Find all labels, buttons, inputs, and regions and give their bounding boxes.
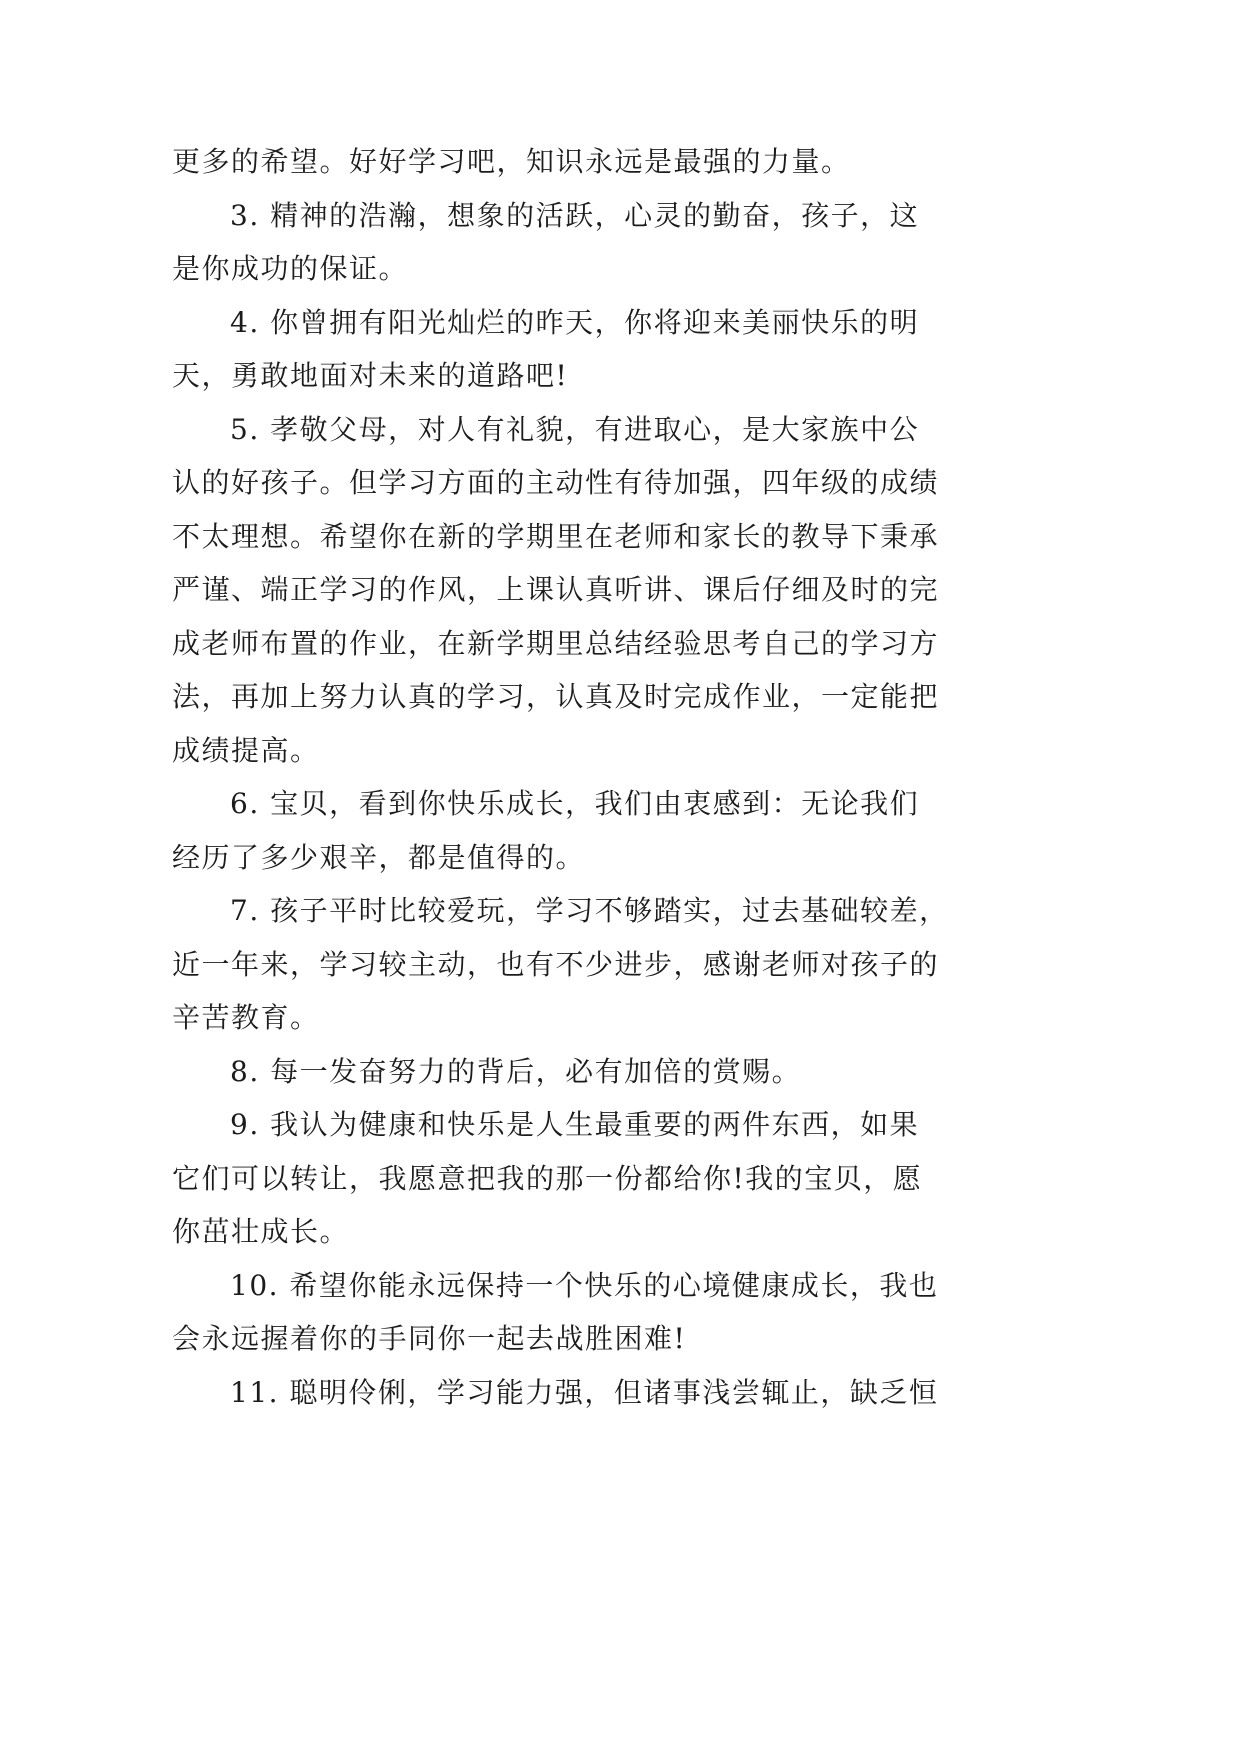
paragraph-item-11 xyxy=(172,1366,962,1420)
text-line: 6. 宝贝，看到你快乐成长，我们由衷感到：无论我们 xyxy=(230,787,920,820)
text-line: 3. 精神的浩瀚，想象的活跃，心灵的勤奋，孩子，这 xyxy=(230,198,920,232)
paragraph-item-8 xyxy=(172,1045,962,1099)
paragraph-item-7 xyxy=(172,884,962,1045)
text-line: 4. 你曾拥有阳光灿烂的昨天，你将迎来美丽快乐的明 xyxy=(230,305,920,339)
document-body xyxy=(172,135,962,1419)
text-line: 辛苦教育。 xyxy=(172,1001,320,1034)
paragraph-item-3 xyxy=(172,189,962,296)
paragraph-item-6 xyxy=(172,777,962,884)
text-line: 认的好孩子。但学习方面的主动性有待加强，四年级的成绩 xyxy=(172,466,940,499)
text-line: 8. 每一发奋努力的背后，必有加倍的赏赐。 xyxy=(230,1054,802,1088)
paragraph-continuation xyxy=(172,135,962,189)
paragraph-item-10 xyxy=(172,1259,962,1366)
text-line: 7. 孩子平时比较爱玩，学习不够踏实，过去基础较差， xyxy=(230,894,949,927)
text-line: 天，勇敢地面对未来的道路吧! xyxy=(172,359,569,392)
text-line: 更多的希望。好好学习吧，知识永远是最强的力量。 xyxy=(172,145,851,178)
text-line: 你茁壮成长。 xyxy=(172,1215,350,1248)
paragraph-item-5 xyxy=(172,403,962,778)
text-line: 不太理想。希望你在新的学期里在老师和家长的教导下秉承 xyxy=(172,519,940,553)
text-line: 法，再加上努力认真的学习，认真及时完成作业，一定能把 xyxy=(172,680,940,713)
text-line: 11. 聪明伶俐，学习能力强，但诸事浅尝辄止，缺乏恒 xyxy=(230,1375,939,1409)
text-line: 会永远握着你的手同你一起去战胜困难! xyxy=(172,1322,687,1355)
paragraph-item-9 xyxy=(172,1098,962,1259)
text-line: 5. 孝敬父母，对人有礼貌，有进取心，是大家族中公 xyxy=(230,412,920,446)
text-line: 成绩提高。 xyxy=(172,733,320,767)
text-line: 成老师布置的作业，在新学期里总结经验思考自己的学习方 xyxy=(172,626,940,660)
text-line: 它们可以转让，我愿意把我的那一份都给你!我的宝贝，愿 xyxy=(172,1161,923,1195)
text-line: 近一年来，学习较主动，也有不少进步，感谢老师对孩子的 xyxy=(172,947,940,981)
text-line: 9. 我认为健康和快乐是人生最重要的两件东西，如果 xyxy=(230,1108,920,1141)
text-line: 10. 希望你能永远保持一个快乐的心境健康成长，我也 xyxy=(230,1268,939,1302)
paragraph-item-4 xyxy=(172,296,962,403)
text-line: 严谨、端正学习的作风，上课认真听讲、课后仔细及时的完 xyxy=(172,573,940,606)
text-line: 经历了多少艰辛，都是值得的。 xyxy=(172,840,586,874)
text-line: 是你成功的保证。 xyxy=(172,252,409,285)
